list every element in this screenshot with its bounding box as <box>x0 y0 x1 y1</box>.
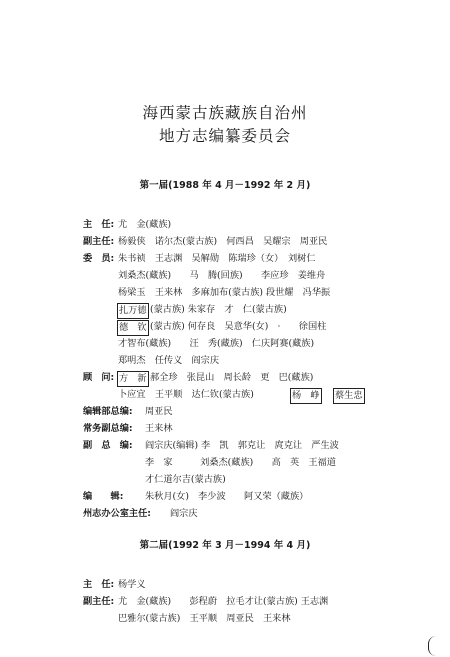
scan-edge-mark <box>428 636 437 656</box>
deputy-editor-label: 副 总 编: <box>83 440 133 451</box>
vice-label: 副主任: <box>83 236 115 247</box>
members-line: 才智布(藏族) 汪 秀(藏族) 仁庆阿赛(藏族) <box>118 338 315 349</box>
members-line: (蒙古族) 朱家存 才 仁(蒙古族) <box>150 304 287 315</box>
deputy-editor-line: 才仁道尔吉(蒙古族) <box>145 474 226 485</box>
members-line: (蒙古族) 何存良 吴意华(女) · 徐国柱 <box>150 321 327 332</box>
members-line: 杨梁玉 王来林 多麻加布(蒙古族) 段世耀 冯华振 <box>118 287 331 298</box>
vice-line: 尤 金(藏族) 彭程蔚 拉毛才让(蒙古族) 王志渊 <box>118 596 329 607</box>
term2-heading: 第二届(1992 年 3 月－1994 年 4 月) <box>139 540 311 551</box>
office-value: 阎宗庆 <box>170 508 198 519</box>
advisor-line: 郝全珍 张昆山 周长龄 更 巴(藏族) <box>150 372 314 383</box>
deputy-editor-line: 阎宗庆(编辑) 李 凯 郭克让 庹克让 严生波 <box>145 440 339 451</box>
vice-value: 杨毅侠 诺尔杰(蒙古族) 何西昌 吴耀宗 周亚民 <box>118 236 328 247</box>
boxed-name: 蔡生忠 <box>333 388 365 404</box>
vice-line: 巴雅尔(蒙古族) 王平顺 周亚民 王来林 <box>118 613 291 624</box>
boxed-name: 方 新 <box>117 371 149 387</box>
term1-heading: 第一届(1988 年 4 月－1992 年 2 月) <box>139 180 311 191</box>
members-line: 郑明杰 任传义 阎宗庆 <box>118 355 220 366</box>
boxed-name: 扎万德 <box>117 303 149 319</box>
advisor-line: 卜应宜 王平顺 达仁钦(蒙古族) <box>118 389 254 400</box>
boxed-name: 杨 峥 <box>290 388 322 404</box>
editor-chief-label: 编辑部总编: <box>83 406 133 417</box>
director-value: 尤 金(藏族) <box>118 219 172 230</box>
editor-chief-value: 周亚民 <box>145 406 173 417</box>
vice-label: 副主任: <box>83 596 115 607</box>
director-label: 主 任: <box>83 219 115 230</box>
office-label: 州志办公室主任: <box>83 508 151 519</box>
exec-deputy-value: 王来林 <box>145 423 173 434</box>
director-label: 主 任: <box>83 579 115 590</box>
members-line: 刘桑杰(藏族) 马 腾(回族) 李应珍 姜维舟 <box>118 270 326 281</box>
exec-deputy-label: 常务副总编: <box>83 423 133 434</box>
director-value: 杨学义 <box>118 579 146 590</box>
boxed-name: 德 钦 <box>117 320 149 336</box>
title-line-1: 海西蒙古族藏族自治州 <box>142 104 308 122</box>
deputy-editor-line: 李 家 刘桑杰(藏族) 高 英 王福道 <box>145 457 336 468</box>
advisor-label: 顾 问: <box>83 372 115 383</box>
editors-value: 朱秋月(女) 李少波 阿又荣（藏族） <box>145 491 309 502</box>
title-line-2: 地方志编纂委员会 <box>158 127 291 145</box>
editors-label: 编 辑: <box>83 491 124 502</box>
members-label: 委 员: <box>83 253 115 264</box>
members-line: 朱书祯 王志渊 吴解勋 陈瑞珍（女） 刘树仁 <box>118 253 316 264</box>
